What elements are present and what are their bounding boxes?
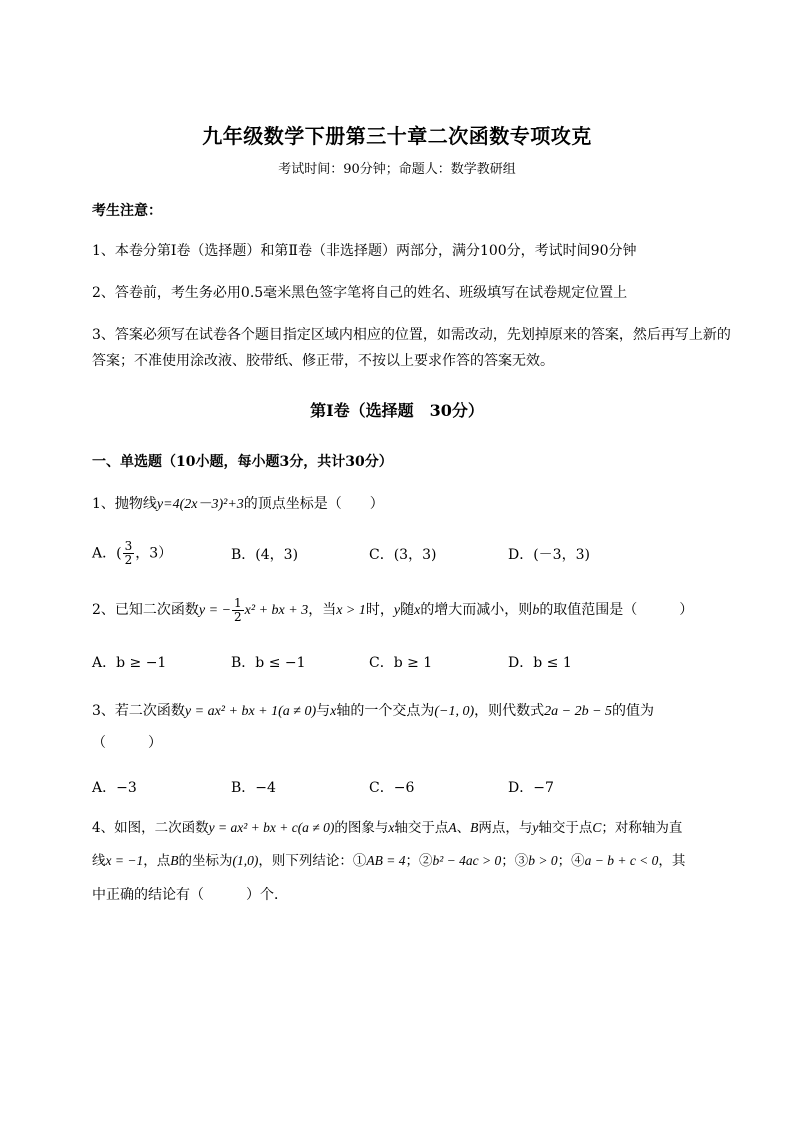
q3-expression: y = ax² + bx + 1(a ≠ 0) (184, 704, 317, 719)
notice-item-1: 1、本卷分第Ⅰ卷（选择题）和第Ⅱ卷（非选择题）两部分，满分100分，考试时间90分钟 (92, 243, 637, 259)
q4-point-b: B (470, 820, 479, 835)
q4-coordinate: (1,0) (232, 853, 259, 868)
q4-text: ，则下列结论：① (258, 853, 367, 869)
question-4-line-1 (92, 814, 742, 842)
question-1 (92, 490, 742, 519)
q3-point: (−1, 0) (434, 704, 475, 719)
q3-option-c[interactable]: C．−6 (369, 780, 415, 796)
q4-conclusion-3: b > 0 (528, 853, 558, 868)
q2-condition: x > 1 (336, 603, 366, 618)
q3-option-d[interactable]: D．−7 (508, 780, 554, 796)
q4-point-c: C (592, 820, 602, 835)
question-4-line-3: 中正确的结论有（ ）个． (92, 887, 288, 903)
q2-mid4: 的增大而减小，则 (420, 602, 533, 618)
q1-a-tail: ，3） (135, 545, 173, 562)
q4-y: y (532, 820, 539, 835)
q2-frac-den: 2 (234, 609, 242, 624)
q2-x: x (414, 603, 421, 618)
q3-option-a[interactable]: A．−3 (92, 780, 137, 796)
q1-prefix: 1、抛物线 (92, 496, 157, 512)
q3-answer-blank: （ ） (92, 735, 162, 751)
q4-text: ；对称轴为直 (601, 820, 683, 836)
q4-point-a: A (448, 820, 457, 835)
q1-a-denominator: 2 (124, 553, 133, 567)
part1-heading: 一、单选题（10小题，每小题3分，共计30分） (92, 454, 393, 470)
q1-a-fraction (123, 540, 135, 567)
q1-option-b[interactable]: B．(4，3) (231, 547, 299, 563)
q4-text: ，点 (143, 853, 171, 869)
q3-mid: 与 (316, 703, 331, 719)
q4-text: ；④ (557, 853, 585, 869)
q2-option-b[interactable]: B．b ≤ −1 (231, 655, 306, 671)
q4-expression: y = ax² + bx + c(a ≠ 0) (208, 820, 335, 835)
q2-option-d[interactable]: D．b ≤ 1 (508, 655, 572, 671)
q3-mid2: 轴的一个交点为 (336, 703, 435, 719)
notice-item-2: 2、答卷前，考生务必用0.5毫米黑色签字笔将自己的姓名、班级填写在试卷规定位置上 (92, 285, 628, 301)
q2-prefix: 2、已知二次函数 (92, 602, 199, 618)
q3-prefix: 3、若二次函数 (92, 703, 185, 719)
exam-subtitle: 考试时间：90分钟；命题人：数学教研组 (278, 162, 516, 177)
q2-y: y (393, 603, 401, 618)
q4-text: 的图象与 (334, 820, 389, 836)
q4-text: 轴交于点 (394, 820, 449, 836)
q1-expression: y=4(2x－3)²+3 (156, 497, 244, 512)
q4-conclusion-2: b² − 4ac > 0 (432, 853, 502, 868)
q4-text: 两点，与 (478, 820, 533, 836)
q2-option-c[interactable]: C．b ≥ 1 (369, 655, 433, 671)
q4-text: ，其 (658, 853, 686, 869)
question-3 (92, 697, 742, 726)
q4-conclusion-1: AB = 4 (366, 853, 406, 868)
q3-mid3: ，则代数式 (474, 703, 545, 719)
notice-heading: 考生注意： (92, 203, 162, 219)
q4-text: ；② (405, 853, 433, 869)
q1-option-c[interactable]: C．(3，3) (369, 547, 437, 563)
question-2 (92, 596, 742, 625)
q3-suffix: 的值为 (612, 703, 655, 719)
q2-mid2: 时， (365, 602, 394, 618)
q1-a-numerator: 3 (124, 539, 133, 553)
q4-text: 、 (456, 820, 471, 836)
q2-frac-num: 1 (234, 595, 242, 610)
q4-text: 4、如图，二次函数 (92, 820, 209, 836)
q2-expr-head: y = − (198, 603, 232, 618)
section-title: 第Ⅰ卷（选择题 30分） (310, 401, 484, 420)
q3-expression-2: 2a − 2b − 5 (544, 704, 613, 719)
q1-suffix: 的顶点坐标是（ ） (243, 496, 384, 512)
q4-axis: x = −1 (105, 853, 144, 868)
q4-text: 轴交于点 (538, 820, 593, 836)
q2-option-a[interactable]: A．b ≥ −1 (92, 655, 167, 671)
q4-x: x (388, 820, 395, 835)
q3-x: x (330, 704, 337, 719)
question-4-line-2 (92, 847, 742, 875)
exam-title: 九年级数学下册第三十章二次函数专项攻克 (202, 124, 592, 148)
q2-expr-tail: x² + bx + 3 (244, 603, 309, 618)
q2-b: b (532, 603, 540, 618)
q2-fraction (232, 597, 244, 624)
q1-option-d[interactable]: D．(－3，3) (508, 547, 590, 563)
q1-option-a[interactable] (92, 540, 172, 567)
q3-option-b[interactable]: B．−4 (231, 780, 276, 796)
q2-suffix: 的取值范围是（ ） (539, 602, 694, 618)
q1-a-label: A．( (92, 545, 122, 562)
notice-item-3: 3、答案必须写在试卷各个题目指定区域内相应的位置，如需改动，先划掉原来的答案，然后再写上新的答案；不准使用涂改液、胶带纸、修正带，不按以上要求作答的答案无效。 (92, 327, 731, 369)
q4-text: 线 (92, 853, 106, 869)
q4-text: 的坐标为 (178, 853, 233, 869)
q4-point-b: B (170, 853, 179, 868)
q4-text: ；③ (501, 853, 529, 869)
q2-mid: ，当 (308, 602, 337, 618)
q2-mid3: 随 (400, 602, 415, 618)
q4-conclusion-4: a − b + c < 0 (584, 853, 659, 868)
